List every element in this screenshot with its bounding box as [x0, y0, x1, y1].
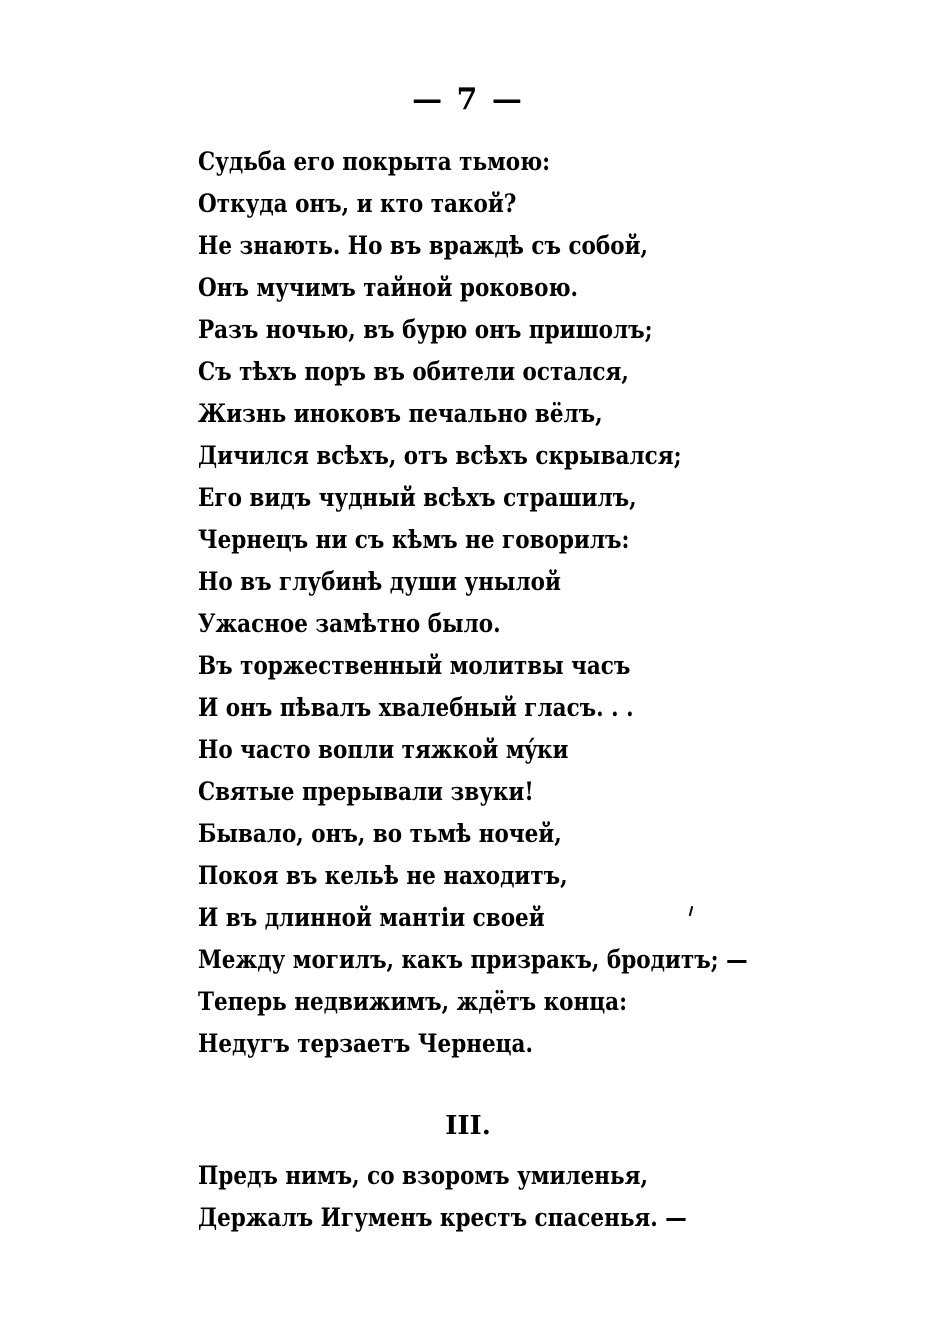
poem-line: Между могилъ, какъ призракъ, бродитъ; — — [198, 945, 748, 974]
poem-stanza — [198, 1155, 766, 1239]
poem-line: Съ тѣхъ поръ въ обители остался, — [198, 357, 629, 386]
poem-line: Дичился всѣхъ, отъ всѣхъ скрывался; — [198, 441, 682, 470]
poem-line: Святые прерывали звуки! — [198, 777, 534, 806]
poem-line: Покоя въ кельѣ не находитъ, — [198, 861, 568, 890]
poem-line: Но часто вопли тяжкой мýки — [198, 735, 569, 764]
section-heading: III. — [445, 1111, 491, 1141]
poem-line: Предъ нимъ, со взоромъ умиленья, — [198, 1161, 649, 1190]
poem-line: Жизнь иноковъ печально вёлъ, — [198, 399, 603, 428]
poem-line: И въ длинной мантіи своей — [198, 903, 545, 932]
page-number: — 7 — — [412, 82, 524, 117]
poem-line: Откуда онъ, и кто такой? — [198, 189, 517, 218]
poem-line: Онъ мучимъ тайной роковою. — [198, 273, 578, 302]
poem-line: Держалъ Игуменъ крестъ спасенья. — — [198, 1203, 687, 1232]
poem-line: И онъ пѣвалъ хвалебный гласъ. . . — [198, 693, 634, 722]
poem-line: Разъ ночью, въ бурю онъ пришолъ; — [198, 315, 653, 344]
poem-stanza — [198, 141, 837, 1065]
poem-line: Не знають. Но въ враждѣ съ собой, — [198, 231, 649, 260]
poem-line: Въ торжественный молитвы часъ — [198, 651, 631, 680]
poem-line: Его видъ чудный всѣхъ страшилъ, — [198, 483, 637, 512]
poem-line: Теперь недвижимъ, ждётъ конца: — [198, 987, 628, 1016]
poem-line: Недугъ терзаетъ Чернеца. — [198, 1029, 533, 1058]
poem-line: Бывало, онъ, во тьмѣ ночей, — [198, 819, 562, 848]
poem-line: Ужасное замѣтно было. — [198, 609, 501, 638]
poem-line: Судьба его покрыта тьмою: — [198, 147, 551, 176]
poem-line: Чернецъ ни съ кѣмъ не говорилъ: — [198, 525, 630, 554]
poem-line: Но въ глубинѣ души унылой — [198, 567, 561, 596]
